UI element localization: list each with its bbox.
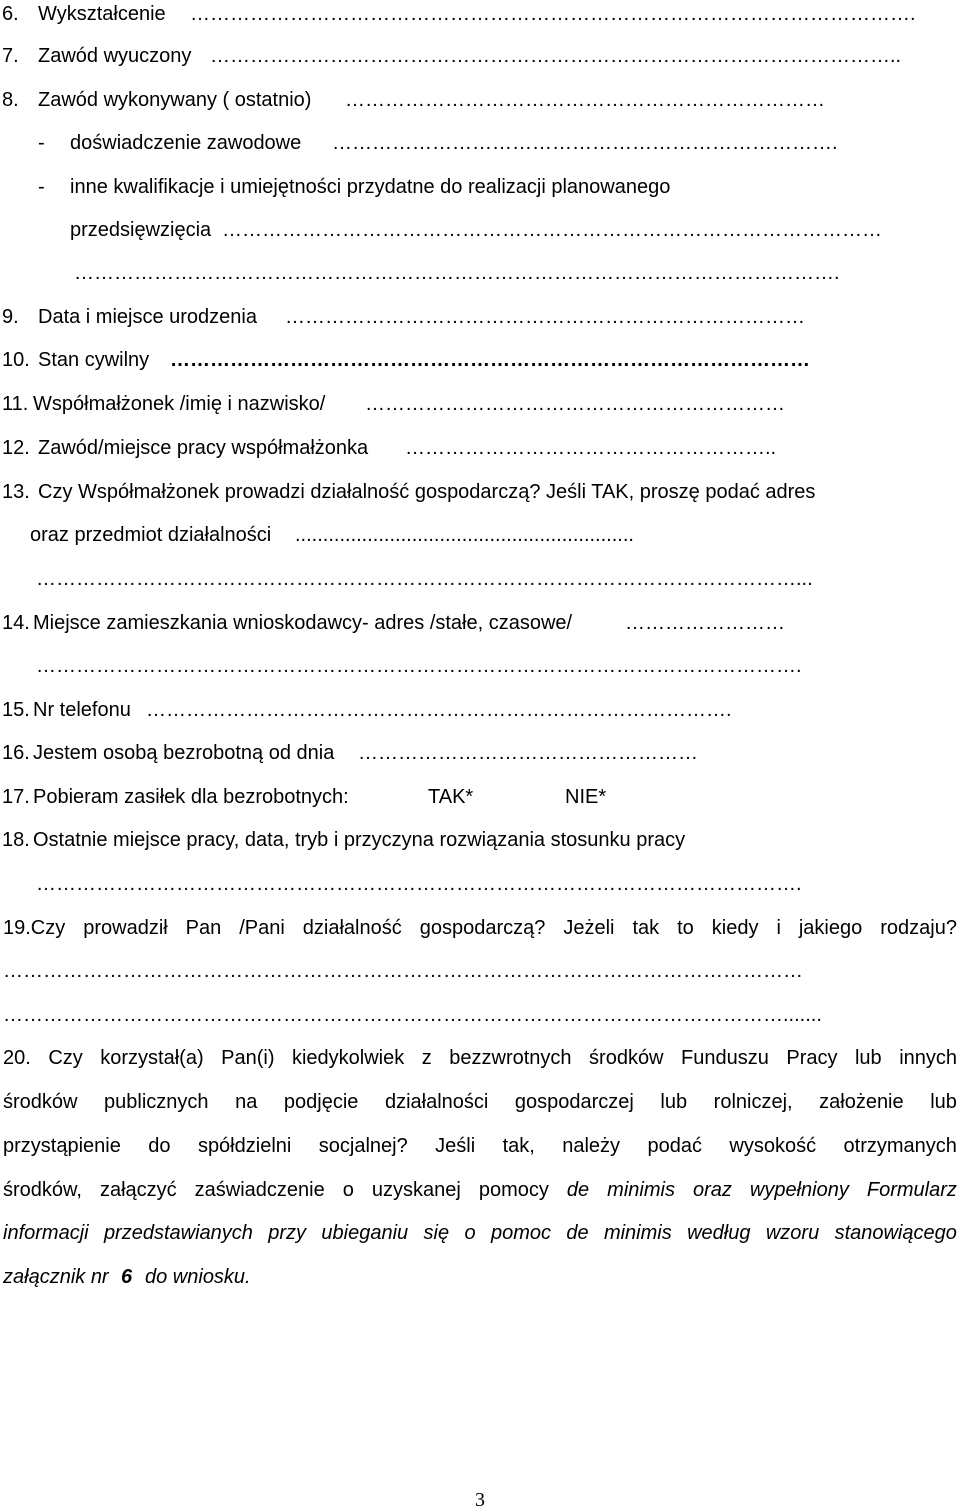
fill-line[interactable]: ………………………………………………………………………………………………. — [190, 3, 916, 25]
word: działalność — [302, 917, 402, 939]
word: innych — [899, 1047, 957, 1069]
item-label: Data i miejsce urodzenia — [38, 306, 257, 328]
word: Formularz — [866, 1179, 957, 1201]
word: z — [421, 1047, 432, 1069]
word: de — [566, 1222, 589, 1244]
word: kiedykolwiek — [291, 1047, 405, 1069]
word: rolniczej, — [713, 1091, 793, 1113]
item-number: 10. — [2, 349, 30, 371]
item-19-fill-row-2 — [0, 1001, 960, 1029]
item-20-line-3 — [3, 1132, 957, 1160]
word: pomocy — [478, 1179, 549, 1201]
item-number: 19.Czy — [3, 917, 66, 939]
word: przedstawianych — [103, 1222, 253, 1244]
item-number: 11. — [2, 393, 29, 415]
item-14 — [0, 609, 960, 637]
word: środków — [3, 1091, 78, 1113]
word: jakiego — [798, 917, 863, 939]
item-16 — [0, 739, 960, 767]
item-11 — [0, 390, 960, 418]
item-20-line-1 — [3, 1044, 957, 1072]
item-20-line-4 — [3, 1176, 957, 1204]
item-label: oraz przedmiot działalności — [30, 524, 272, 546]
fill-line[interactable]: …………………… — [625, 612, 785, 634]
word: spółdzielni — [197, 1135, 292, 1157]
fill-line[interactable]: ............................................................. — [295, 524, 634, 546]
item-label: Zawód wykonywany ( ostatnio) — [38, 89, 312, 111]
word: otrzymanych — [843, 1135, 957, 1157]
fill-line[interactable]: …………………………………………………………………………………… — [170, 349, 810, 371]
word: to — [677, 917, 694, 939]
word: założenie — [819, 1091, 904, 1113]
fill-line[interactable]: ……………………………………………………………… — [345, 89, 825, 111]
item-20-line-6 — [0, 1263, 960, 1291]
item-number: 6. — [2, 3, 19, 25]
item-7 — [0, 42, 960, 70]
item-label: inne kwalifikacje i umiejętności przydatne do realizacji planowanego — [70, 176, 671, 198]
word: o — [464, 1222, 476, 1244]
item-18 — [0, 826, 960, 854]
item-number: 17. — [2, 786, 30, 808]
item-18-fill-row — [0, 870, 960, 898]
item-number: 13. — [2, 481, 30, 503]
fill-line[interactable]: …………………………………………………………………… — [285, 306, 805, 328]
item-label: Zawód/miejsce pracy współmałżonka — [38, 437, 369, 459]
item-8-qualifications — [0, 173, 960, 201]
item-number: 8. — [2, 89, 19, 111]
word: tak, — [502, 1135, 535, 1157]
item-8-fill-row — [0, 259, 960, 287]
word: zaświadczenie — [194, 1179, 325, 1201]
word: Funduszu — [681, 1047, 769, 1069]
fill-line[interactable]: ……………………………………………………………………………………………………. — [74, 262, 840, 284]
word: korzystał(a) — [100, 1047, 204, 1069]
word: środków, — [3, 1179, 82, 1201]
item-12 — [0, 434, 960, 462]
fill-line[interactable]: ……………………………………………………………………………. — [146, 699, 732, 721]
word: tak — [632, 917, 660, 939]
option-nie[interactable]: NIE* — [565, 786, 607, 808]
word: lub — [854, 1047, 882, 1069]
fill-line[interactable]: ………………………………………………………………………………………………………… — [3, 960, 803, 982]
item-label: Wykształcenie — [38, 3, 166, 25]
word: środków — [589, 1047, 664, 1069]
fill-line[interactable]: ……………………………………………………………………………………… — [222, 219, 882, 241]
word: i — [776, 917, 781, 939]
word: do — [148, 1135, 171, 1157]
word: o — [342, 1179, 354, 1201]
word: Czy — [48, 1047, 83, 1069]
word: minimis — [607, 1179, 675, 1201]
word: lub — [930, 1091, 957, 1113]
word: załączyć — [99, 1179, 177, 1201]
item-label: Współmałżonek /imię i nazwisko/ — [33, 393, 326, 415]
item-13-fill-row — [0, 565, 960, 593]
item-14-fill-row — [0, 652, 960, 680]
item-6 — [0, 0, 960, 28]
word: informacji — [3, 1222, 89, 1244]
word: ubieganiu — [321, 1222, 409, 1244]
word: uzyskanej — [371, 1179, 461, 1201]
item-label: Ostatnie miejsce pracy, data, tryb i przyczyna rozwiązania stosunku pracy — [33, 829, 686, 851]
item-label: Pobieram zasiłek dla bezrobotnych: — [33, 786, 349, 808]
item-label: Zawód wyuczony — [38, 45, 192, 67]
word: stanowiącego — [834, 1222, 957, 1244]
word: prowadził — [83, 917, 168, 939]
item-13-cont — [0, 521, 960, 549]
word: pomoc — [490, 1222, 551, 1244]
word: wypełniony — [749, 1179, 849, 1201]
item-label: Miejsce zamieszkania wnioskodawcy- adres /stałe, czasowe/ — [33, 612, 573, 634]
fill-line[interactable]: ………………………………………………………………………………………………………....... — [3, 1004, 822, 1026]
word: na — [235, 1091, 258, 1113]
item-20-line-5 — [3, 1219, 957, 1247]
word: podać — [647, 1135, 702, 1157]
word: de — [566, 1179, 590, 1201]
word: działalności — [384, 1091, 489, 1113]
attachment-label: załącznik nr — [3, 1266, 109, 1288]
word: Pan(i) — [221, 1047, 275, 1069]
word: gospodarczej — [514, 1091, 634, 1113]
word: gospodarczą? — [419, 917, 546, 939]
item-number: 14. — [2, 612, 30, 634]
fill-line[interactable]: ………………………………………………………………………………………….. — [210, 45, 902, 67]
item-number: 12. — [2, 437, 30, 459]
word: minimis — [603, 1222, 672, 1244]
item-17 — [0, 783, 960, 811]
fill-line[interactable]: ……………………………………………….. — [405, 437, 777, 459]
item-label: Nr telefonu — [33, 699, 131, 721]
fill-line[interactable]: ……………………………………………………… — [365, 393, 785, 415]
word: się — [423, 1222, 450, 1244]
item-19-fill-row-1 — [0, 957, 960, 985]
word: przy — [268, 1222, 307, 1244]
bullet-dash: - — [38, 132, 45, 154]
word: oraz — [692, 1179, 732, 1201]
word: Pan — [185, 917, 222, 939]
item-number: 7. — [2, 45, 19, 67]
item-13 — [0, 478, 960, 506]
word: Jeśli — [435, 1135, 476, 1157]
word: publicznych — [104, 1091, 209, 1113]
item-label: Jestem osobą bezrobotną od dnia — [33, 742, 335, 764]
word: przystąpienie — [3, 1135, 121, 1157]
word: /Pani — [239, 917, 285, 939]
word: kiedy — [711, 917, 759, 939]
attachment-suffix: do wniosku. — [145, 1266, 251, 1288]
item-label: przedsięwzięcia — [70, 219, 212, 241]
page-number: 3 — [475, 1489, 485, 1511]
item-8-experience — [0, 129, 960, 157]
item-15 — [0, 696, 960, 724]
item-19 — [3, 914, 957, 942]
item-8-qualifications-cont — [0, 216, 960, 244]
item-number: 15. — [2, 699, 30, 721]
word: bezzwrotnych — [449, 1047, 572, 1069]
fill-line[interactable]: ……………………………………………………………………………………………………... — [36, 568, 813, 590]
word: rodzaju? — [880, 917, 957, 939]
word: socjalnej? — [318, 1135, 408, 1157]
item-label: Stan cywilny — [38, 349, 150, 371]
fill-line[interactable]: ……………………………………………………………………………………………………. — [36, 873, 802, 895]
bullet-dash: - — [38, 176, 45, 198]
item-number: 18. — [2, 829, 30, 851]
option-tak[interactable]: TAK* — [428, 786, 474, 808]
item-9 — [0, 303, 960, 331]
word: według — [687, 1222, 751, 1244]
item-8 — [0, 86, 960, 114]
word: wysokość — [729, 1135, 817, 1157]
word: podjęcie — [283, 1091, 359, 1113]
item-label: doświadczenie zawodowe — [70, 132, 302, 154]
word: wzoru — [765, 1222, 820, 1244]
word: należy — [562, 1135, 621, 1157]
item-label: Czy Współmałżonek prowadzi działalność gospodarczą? Jeśli TAK, proszę podać adres — [38, 481, 816, 503]
item-number: 20. — [3, 1047, 31, 1069]
attachment-number: 6 — [121, 1266, 133, 1288]
word: lub — [660, 1091, 688, 1113]
item-number: 16. — [2, 742, 30, 764]
item-10 — [0, 346, 960, 374]
fill-line[interactable]: …………………………………………………………………. — [332, 132, 838, 154]
fill-line[interactable]: …………………………………………… — [358, 742, 698, 764]
fill-line[interactable]: ……………………………………………………………………………………………………. — [36, 655, 802, 677]
item-number: 9. — [2, 306, 19, 328]
item-20-line-2 — [3, 1088, 957, 1116]
word: Jeżeli — [563, 917, 615, 939]
word: Pracy — [786, 1047, 838, 1069]
